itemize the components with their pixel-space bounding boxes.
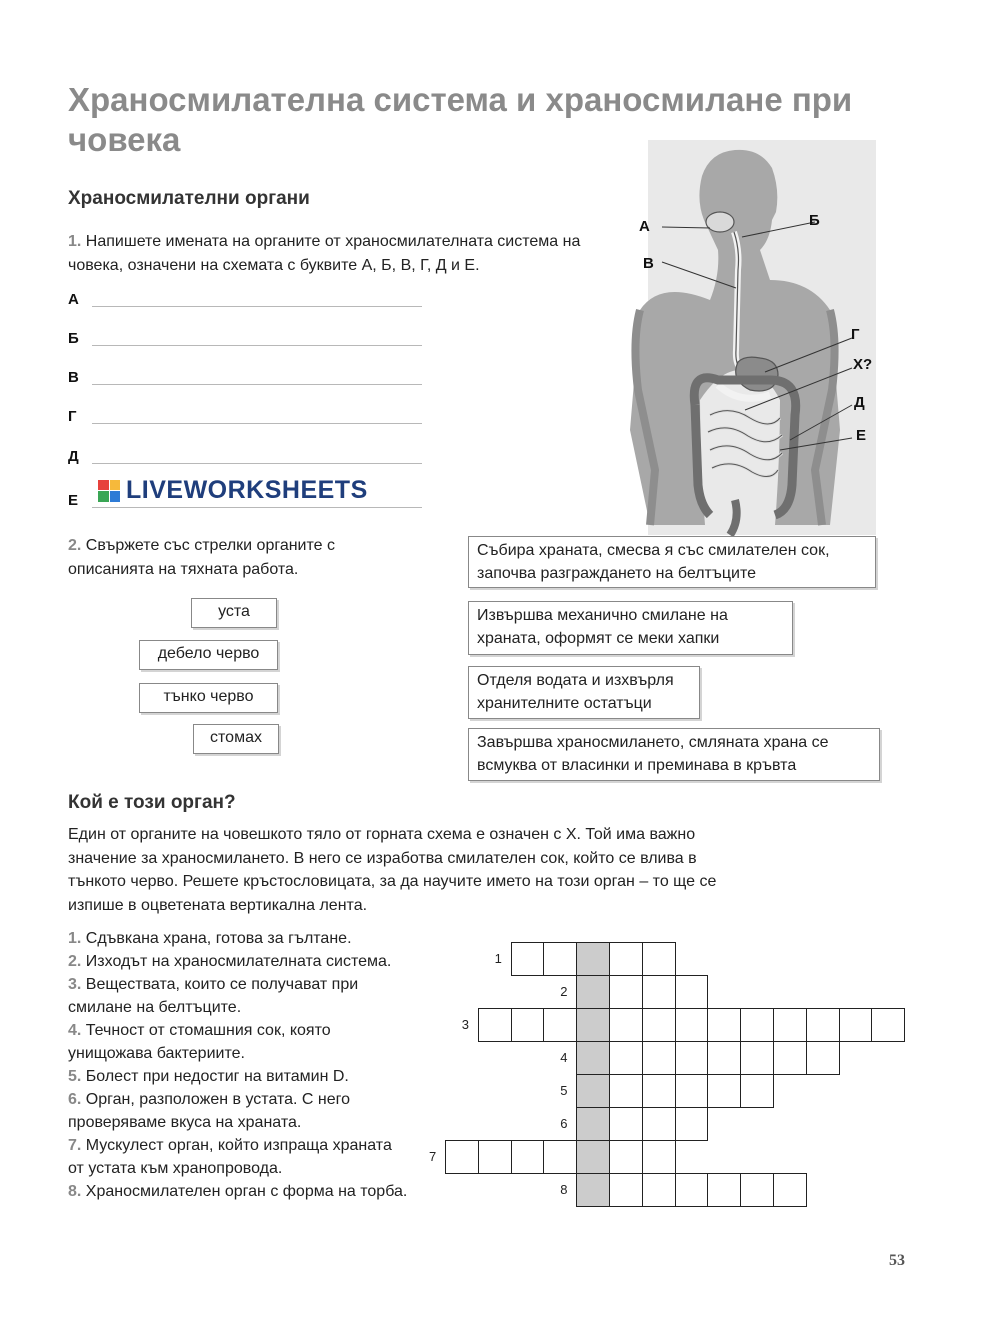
task-1-instruction: Напишете имената на органите от храносмилателната система на човека, означени на схемата с буквите А, Б, В, Г, Д и Е. (68, 233, 581, 274)
description-box-2[interactable]: Извършва механично смилане на храната, оформят се меки хапки (468, 601, 793, 655)
diagram-label-x: Х? (853, 356, 873, 373)
crossword-cell[interactable] (642, 1173, 676, 1207)
description-box-1[interactable]: Събира храната, смесва я със смилателен сок, започва разграждането на белтъците (468, 536, 876, 588)
crossword-row-number-7: 7 (429, 1149, 437, 1164)
crossword-cell[interactable] (806, 1041, 840, 1075)
organ-box-large-intestine[interactable]: дебело черво (139, 640, 278, 670)
crossword-cell[interactable] (543, 942, 577, 976)
clue-6-text: Орган, разположен в устата. С него проверяваме вкуса на храната. (68, 1091, 351, 1131)
crossword-intro-text: Един от органите на човешкото тяло от горната схема е означен с Х. Той има важно значение за храносмилането. В него се изработва смилателен сок, който се влива в тънкото черво. Решете кръстословицата, за да научите името на този орган – то ще се изпише в оцветената вертикална лента. (68, 826, 717, 914)
task-1-number: 1. (68, 233, 82, 250)
diagram-label-a: А (639, 218, 650, 235)
page-number: 53 (889, 1252, 905, 1269)
description-box-4[interactable]: Завършва храносмилането, смляната храна се всмуква от власинки и преминава в кръвта (468, 728, 880, 781)
diagram-label-g: Г (851, 326, 860, 343)
crossword-cell[interactable] (675, 975, 709, 1009)
clue-3-text: Веществата, които се получават при смилане на белтъците. (68, 976, 359, 1016)
crossword-cell[interactable] (642, 1008, 676, 1042)
clue-8 (68, 1180, 453, 1203)
crossword-row-number-4: 4 (560, 1050, 568, 1065)
crossword-cell-highlighted[interactable] (576, 1173, 610, 1207)
crossword-cell[interactable] (511, 1140, 545, 1174)
page-title: Храносмилателна система и храносмилане при човека (68, 81, 853, 158)
crossword-cell[interactable] (609, 1074, 643, 1108)
crossword-cell[interactable] (642, 1041, 676, 1075)
task-2-instruction: Свържете със стрелки органите с описанията на тяхната работа. (68, 537, 335, 578)
answer-label-b: Б (68, 330, 79, 347)
crossword-cell[interactable] (773, 1173, 807, 1207)
clue-7-text: Мускулест орган, който изпраща храната от устата към хранопровода. (68, 1137, 392, 1177)
answer-line-e[interactable] (92, 507, 422, 508)
section-heading-which-organ: Кой е този орган? (68, 792, 236, 813)
diagram-label-b: Б (809, 212, 820, 229)
crossword-cell-highlighted[interactable] (576, 1074, 610, 1108)
crossword-cell[interactable] (675, 1041, 709, 1075)
crossword-cell[interactable] (675, 1008, 709, 1042)
diagram-label-d: Д (854, 394, 865, 411)
crossword-cell[interactable] (675, 1074, 709, 1108)
crossword-cell[interactable] (773, 1041, 807, 1075)
clue-4-text: Течност от стомашния сок, която унищожава бактериите. (68, 1022, 331, 1062)
description-box-3[interactable]: Отделя водата и изхвърля хранителните остатъци (468, 666, 700, 719)
clue-6-number: 6. (68, 1091, 82, 1108)
crossword-cell[interactable] (609, 1008, 643, 1042)
organ-box-mouth[interactable]: уста (191, 598, 277, 628)
crossword-cell[interactable] (478, 1008, 512, 1042)
crossword-cell[interactable] (543, 1140, 577, 1174)
crossword-cell[interactable] (773, 1008, 807, 1042)
crossword-cell[interactable] (609, 1107, 643, 1141)
liveworksheets-logo (98, 476, 368, 505)
clue-4 (68, 1019, 398, 1065)
clue-1-number: 1. (68, 930, 82, 947)
clue-5 (68, 1065, 453, 1088)
crossword-clues (68, 927, 453, 1203)
crossword-cell[interactable] (740, 1008, 774, 1042)
clue-2-number: 2. (68, 953, 82, 970)
crossword-row-number-5: 5 (560, 1083, 568, 1098)
crossword-cell[interactable] (642, 975, 676, 1009)
task-2-number: 2. (68, 537, 82, 554)
task-2-text (68, 534, 398, 582)
crossword-row-number-1: 1 (494, 951, 502, 966)
crossword-cell[interactable] (511, 942, 545, 976)
crossword-cell[interactable] (543, 1008, 577, 1042)
crossword-cell[interactable] (609, 975, 643, 1009)
clue-3-number: 3. (68, 976, 82, 993)
crossword-cell[interactable] (675, 1173, 709, 1207)
crossword-cell[interactable] (642, 942, 676, 976)
liveworksheets-logo-icon (98, 480, 120, 502)
answer-line-v[interactable] (92, 384, 422, 385)
crossword-row-number-2: 2 (560, 984, 568, 999)
clue-8-text: Храносмилателен орган с форма на торба. (85, 1183, 408, 1200)
crossword-cell-highlighted[interactable] (576, 942, 610, 976)
crossword-cell[interactable] (609, 942, 643, 976)
clue-2 (68, 950, 453, 973)
crossword-cell[interactable] (806, 1008, 840, 1042)
crossword-cell[interactable] (707, 1008, 741, 1042)
clue-2-text: Изходът на храносмилателната система. (85, 953, 392, 970)
digestive-system-diagram (600, 140, 890, 540)
answer-line-b[interactable] (92, 345, 422, 346)
crossword-cell[interactable] (478, 1140, 512, 1174)
crossword-cell[interactable] (609, 1140, 643, 1174)
organ-box-small-intestine[interactable]: тънко черво (139, 683, 278, 713)
answer-line-g[interactable] (92, 423, 422, 424)
crossword-cell-highlighted[interactable] (576, 1008, 610, 1042)
organ-box-stomach[interactable]: стомах (193, 724, 279, 754)
liveworksheets-logo-text: LIVEWORKSHEETS (126, 476, 368, 504)
crossword-cell[interactable] (445, 1140, 479, 1174)
crossword-row-number-8: 8 (560, 1182, 568, 1197)
clue-5-number: 5. (68, 1068, 82, 1085)
answer-label-g: Г (68, 408, 77, 425)
crossword-cell-highlighted[interactable] (576, 1140, 610, 1174)
crossword-row-number-3: 3 (461, 1017, 470, 1032)
crossword-cell[interactable] (609, 1041, 643, 1075)
crossword-cell[interactable] (740, 1041, 774, 1075)
clue-7 (68, 1134, 403, 1180)
answer-label-v: В (68, 369, 79, 386)
clue-1-text: Сдъвкана храна, готова за гълтане. (85, 930, 352, 947)
crossword-cell[interactable] (707, 1074, 741, 1108)
answer-label-a: А (68, 291, 79, 308)
answer-label-e: Е (68, 492, 79, 509)
crossword-cell[interactable] (839, 1008, 873, 1042)
crossword-cell-highlighted[interactable] (576, 1041, 610, 1075)
crossword-cell-highlighted[interactable] (576, 975, 610, 1009)
clue-4-number: 4. (68, 1022, 82, 1039)
crossword-cell[interactable] (740, 1074, 774, 1108)
answer-label-d: Д (68, 448, 79, 465)
clue-8-number: 8. (68, 1183, 82, 1200)
answer-line-a[interactable] (92, 306, 422, 307)
crossword-cell[interactable] (511, 1008, 545, 1042)
crossword-cell[interactable] (609, 1173, 643, 1207)
clue-7-number: 7. (68, 1137, 82, 1154)
clue-6 (68, 1088, 403, 1134)
crossword-cell[interactable] (707, 1041, 741, 1075)
crossword-cell[interactable] (642, 1140, 676, 1174)
crossword-cell[interactable] (707, 1173, 741, 1207)
diagram-label-e: Е (856, 427, 867, 444)
clue-5-text: Болест при недостиг на витамин D. (85, 1068, 349, 1085)
crossword-row-number-6: 6 (560, 1116, 568, 1131)
crossword-cell[interactable] (675, 1107, 709, 1141)
clue-3 (68, 973, 418, 1019)
crossword-cell[interactable] (740, 1173, 774, 1207)
diagram-label-v: В (643, 255, 654, 272)
task-1-text (68, 230, 628, 278)
crossword-cell-highlighted[interactable] (576, 1107, 610, 1141)
section-heading-organs: Храносмилателни органи (68, 188, 310, 209)
crossword-cell[interactable] (642, 1074, 676, 1108)
crossword-cell[interactable] (871, 1008, 905, 1042)
crossword-cell[interactable] (642, 1107, 676, 1141)
answer-line-d[interactable] (92, 463, 422, 464)
clue-1 (68, 927, 453, 950)
